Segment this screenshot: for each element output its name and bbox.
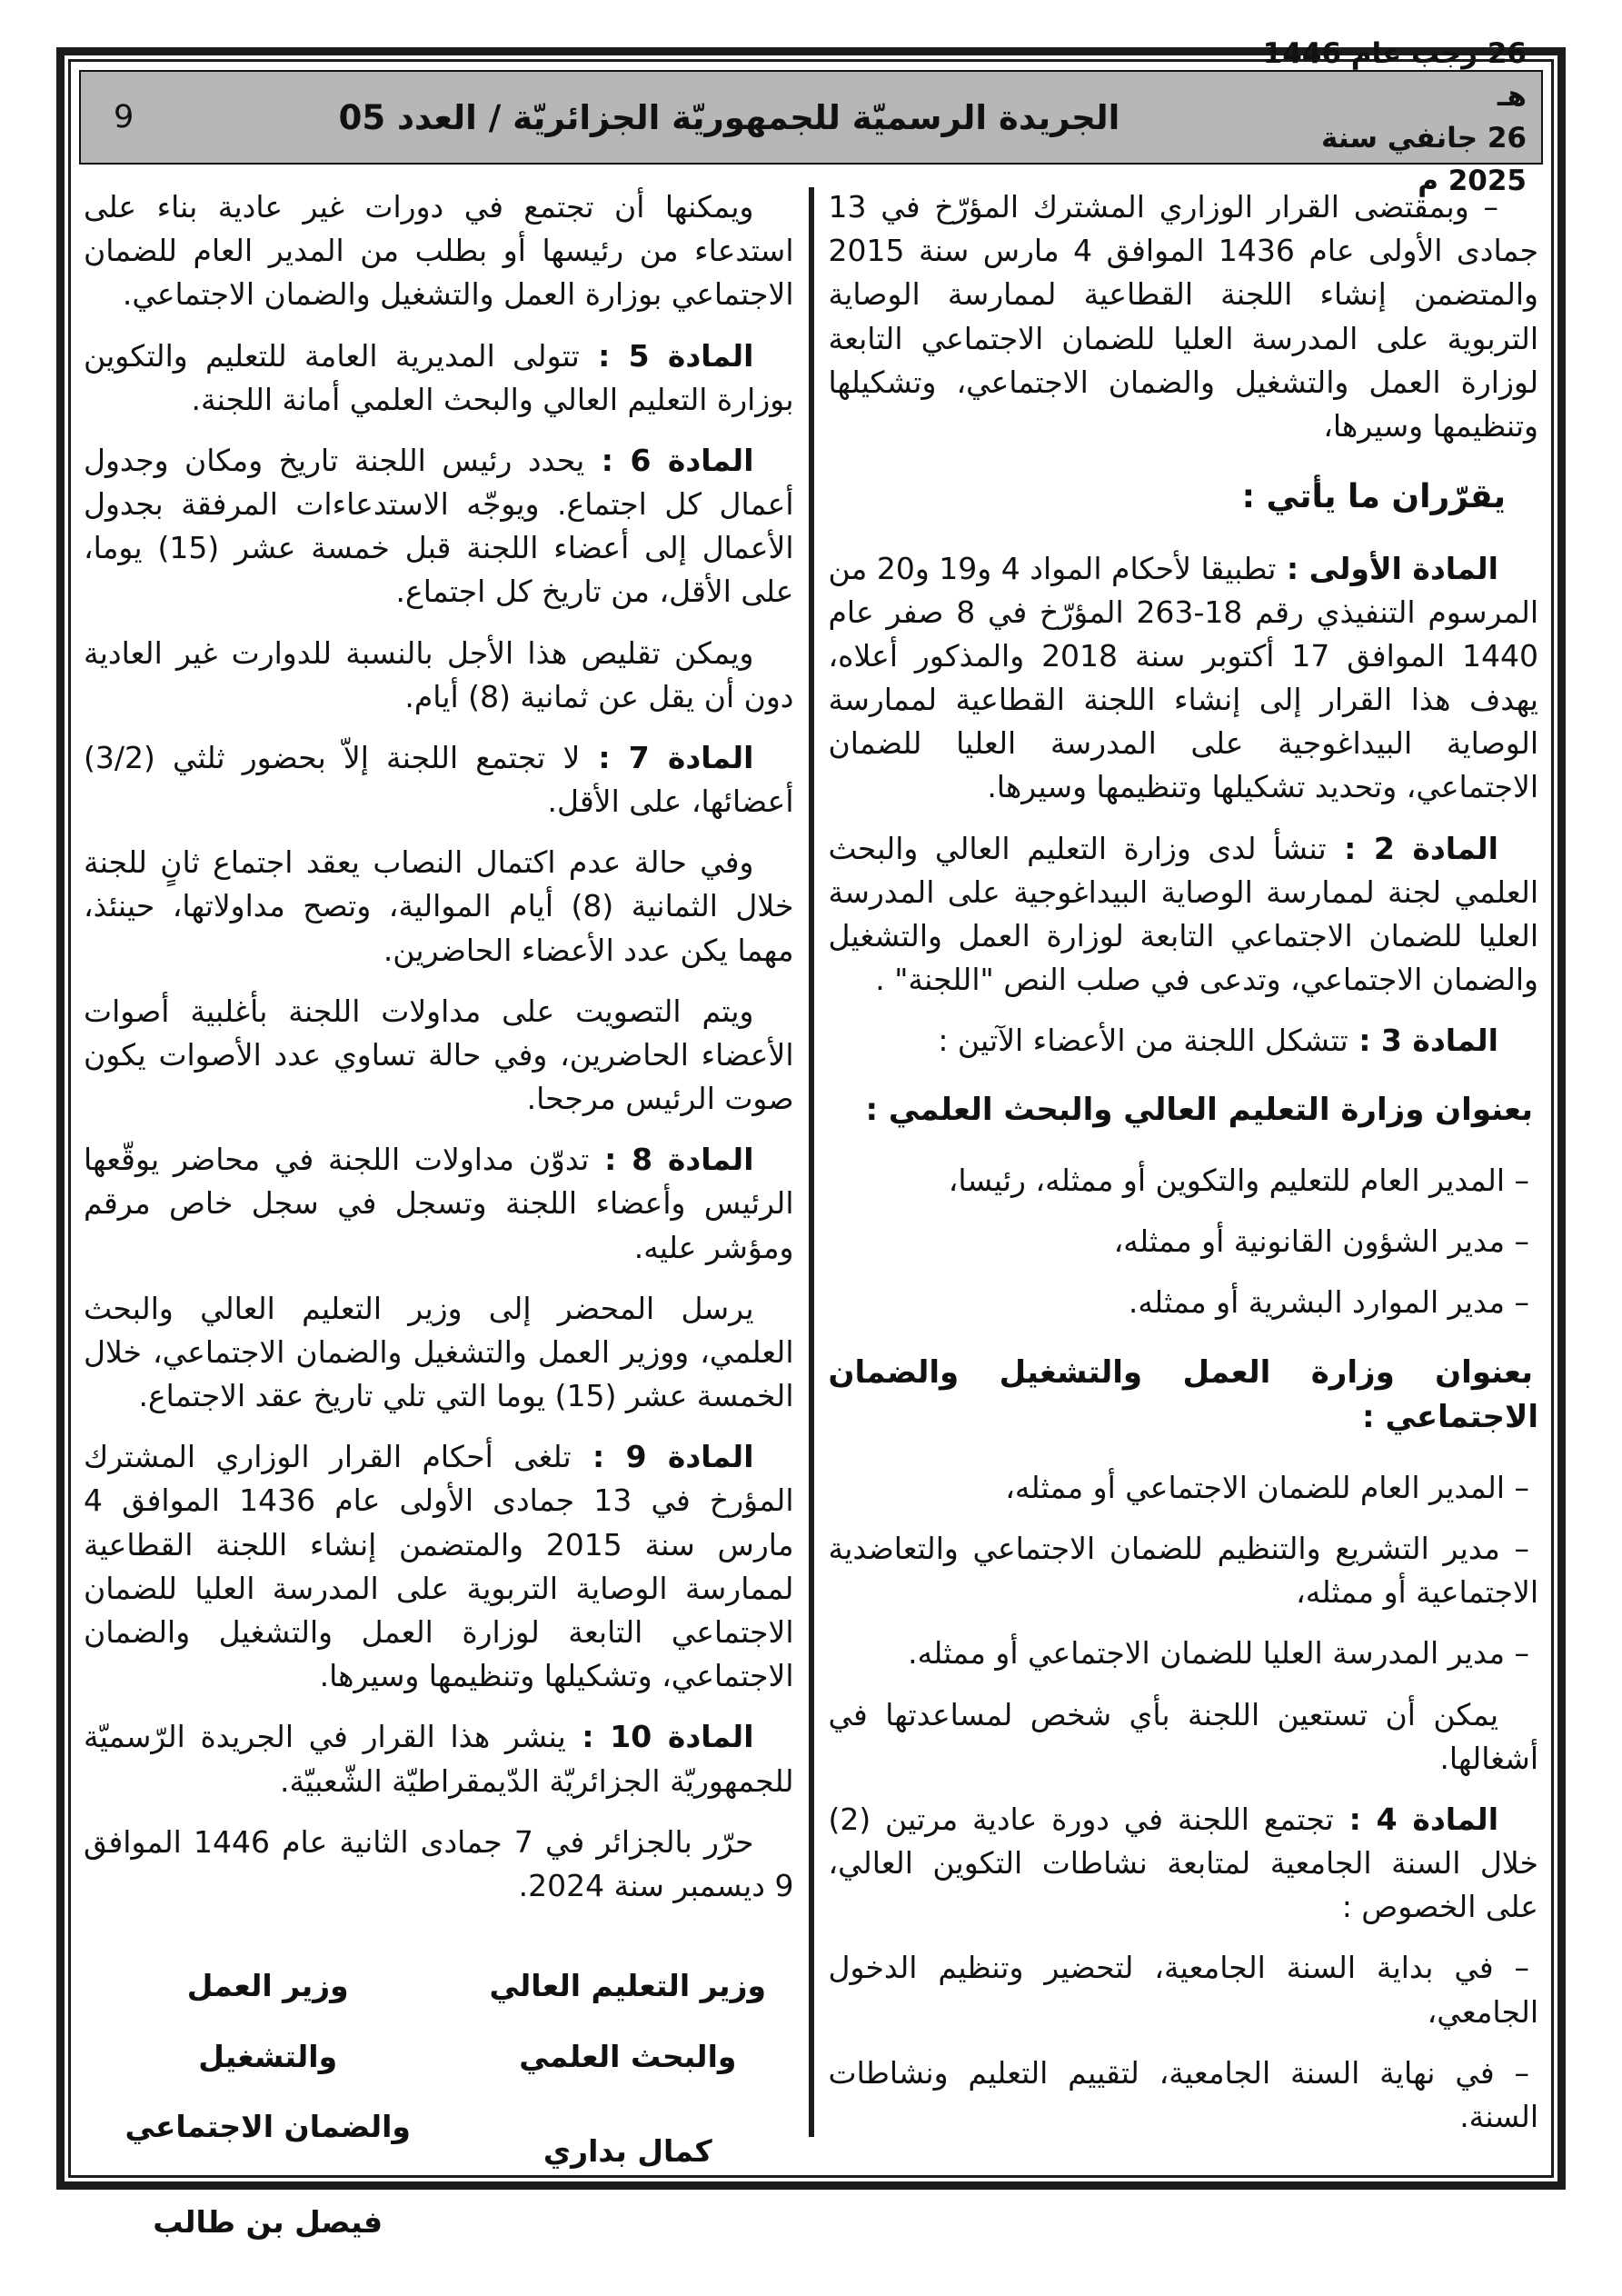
list-item: – في بداية السنة الجامعية، لتحضير وتنظيم الدخول الجامعي، [828, 1950, 1538, 2030]
column-left [84, 184, 794, 2240]
article-paragraph: المادة 7 : لا تجتمع اللجنة إلاّ بحضور ثلثي (3/2) أعضائها، على الأقل. [84, 739, 794, 820]
signatures-block [84, 1925, 794, 2240]
article-paragraph: المادة 2 : تنشأ لدى وزارة التعليم العالي والبحث العلمي لجنة لممارسة الوصاية البيداغوجية على المدرسة العليا للضمان الاجتماعي التابعة لوزارة العمل والتشغيل والضمان الاجتماعي، وتدعى في صلب النص "اللجنة" . [828, 830, 1538, 998]
article-number: المادة 2 : [1326, 830, 1498, 866]
list-item: – مدير الموارد البشرية أو ممثله. [1128, 1284, 1529, 1321]
article-paragraph: المادة 5 : تتولى المديرية العامة للتعليم والتكوين بوزارة التعليم العالي والبحث العلمي أمانة اللجنة. [84, 337, 794, 417]
paragraph: يرسل المحضر إلى وزير التعليم العالي والبحث العلمي، ووزير العمل والتشغيل والضمان الاجتماعي، خلال الخمسة عشر (15) يوما التي تلي تاريخ عقد الاجتماع. [84, 1290, 794, 1414]
article-paragraph: المادة 9 : تلغى أحكام القرار الوزاري المشترك المؤرخ في 13 جمادى الأولى عام 1436 الموافق 4 مارس سنة 2015 والمتضمن إنشاء اللجنة القطاعية لممارسة الوصاية التربوية على المدرسة العليا للضمان الاجتماعي التابعة لوزارة العمل والتشغيل والضمان الاجتماعي، وتشكيلها وتنظيمها وسيرها. [84, 1439, 794, 1694]
article-number: المادة 9 : [571, 1439, 754, 1475]
date-hijri: 26 رجب عام 1446 هـ [1262, 37, 1527, 113]
page-content [84, 184, 1538, 2240]
section-heading: بعنوان وزارة التعليم العالي والبحث العلمي : [865, 1092, 1533, 1129]
page-number: 9 [114, 99, 134, 135]
paragraph: ويمكن تقليص هذا الأجل بالنسبة للدوارت غير العادية دون أن يقل عن ثمانية (8) أيام. [84, 634, 794, 714]
signature-name: فيصل بن طالب [153, 2203, 383, 2240]
header-bar [79, 37, 1543, 197]
article-number: المادة 8 : [589, 1142, 754, 1178]
date-gregorian: 26 جانفي سنة 2025 م [1321, 122, 1527, 197]
article-paragraph: المادة الأولى : تطبيقا لأحكام المواد 4 و19 و20 من المرسوم التنفيذي رقم 18-263 المؤرّخ في 8 صفر عام 1440 الموافق 17 أكتوبر سنة 2018 والمذكور أعلاه، يهدف هذا القرار إلى إنشاء اللجنة القطاعية لممارسة الوصاية البيداغوجية على المدرسة العليا للضمان الاجتماعي، وتحديد تشكيلها وتنظيمها وسيرها. [828, 550, 1538, 805]
article-paragraph: المادة 10 : ينشر هذا القرار في الجريدة الرّسميّة للجمهوريّة الجزائريّة الدّيمقراطيّة الشّعبيّة. [84, 1719, 794, 1799]
article-number: المادة 7 : [580, 739, 754, 775]
article-number: المادة الأولى : [1276, 550, 1498, 586]
paragraph: حرّر بالجزائر في 7 جمادى الثانية عام 1446 الموافق 9 ديسمبر سنة 2024. [84, 1823, 794, 1903]
decree-heading: يقرّران ما يأتي : [1241, 478, 1506, 516]
signature-title-line: وزير العمل والتشغيل [186, 1968, 349, 2074]
signature-title-line: وزير التعليم العالي [489, 1968, 767, 2004]
page-border-outer [56, 37, 1566, 2240]
column-divider [809, 187, 814, 2137]
article-number: المادة 6 : [584, 442, 754, 478]
signature-labour-minister [114, 1951, 421, 2240]
article-paragraph: المادة 4 : تجتمع اللجنة في دورة عادية مرتين (2) خلال السنة الجامعية لمتابعة نشاطات التكوين العالي، على الخصوص : [828, 1801, 1538, 1925]
header-dates [1241, 33, 1541, 202]
signature-title-line: والبحث العلمي [519, 2038, 737, 2074]
list-item: – مدير التشريع والتنظيم للضمان الاجتماعي والتعاضدية الاجتماعية أو ممثله، [828, 1531, 1538, 1611]
right-column-text [829, 185, 1539, 2139]
list-item: – المدير العام للتعليم والتكوين أو ممثله، رئيسا، [948, 1163, 1529, 1199]
signature-title-line: والضمان الاجتماعي [124, 2109, 411, 2145]
paragraph: – وبمقتضى القرار الوزاري المشترك المؤرّخ في 13 جمادى الأولى عام 1436 الموافق 4 مارس سنة 2015 والمتضمن إنشاء اللجنة القطاعية لممارسة الوصاية التربوية على المدرسة العليا للضمان الاجتماعي التابعة لوزارة العمل والتشغيل والضمان الاجتماعي، وتشكيلها وتنظيمها وسيرها، [828, 189, 1538, 444]
article-paragraph: المادة 6 : يحدد رئيس اللجنة تاريخ ومكان وجدول أعمال كل اجتماع. ويوجّه الاستدعاءات المرفقة بجدول الأعمال إلى أعضاء اللجنة قبل خمسة عشر (15) يوما، على الأقل، من تاريخ كل اجتماع. [84, 442, 794, 610]
section-heading: بعنوان وزارة العمل والتشغيل والضمان الاجتماعي : [828, 1353, 1538, 1436]
page-border-inner [68, 37, 1554, 2240]
article-paragraph: المادة 3 : تتشكل اللجنة من الأعضاء الآتين : [938, 1023, 1498, 1059]
journal-title: الجريدة الرسميّة للجمهوريّة الجزائريّة / العدد 05 [338, 97, 1120, 137]
article-number: المادة 3 : [1348, 1023, 1498, 1059]
signature-higher-education-minister [474, 1951, 781, 2240]
article-number: المادة 4 : [1333, 1801, 1499, 1837]
left-column-text [84, 185, 794, 1908]
signature-name: كمال بداري [542, 2133, 712, 2170]
paragraph: يمكن أن تستعين اللجنة بأي شخص لمساعدتها في أشغالها. [828, 1696, 1538, 1776]
article-number: المادة 5 : [579, 337, 754, 374]
paragraph: وفي حالة عدم اكتمال النصاب يعقد اجتماع ثانٍ للجنة خلال الثمانية (8) أيام الموالية، وتصح مداولاتها، حينئذ، مهما يكن عدد الأعضاء الحاضرين. [84, 844, 794, 968]
column-right [829, 184, 1539, 2164]
article-number: المادة 10 : [565, 1719, 754, 1755]
paragraph: ويتم التصويت على مداولات اللجنة بأغلبية أصوات الأعضاء الحاضرين، وفي حالة تساوي عدد الأصوات يكون صوت الرئيس مرجحا. [84, 993, 794, 1117]
list-item: – في نهاية السنة الجامعية، لتقييم التعليم ونشاطات السنة. [828, 2054, 1538, 2134]
list-item: – مدير المدرسة العليا للضمان الاجتماعي أو ممثله. [908, 1635, 1529, 1672]
list-item: – المدير العام للضمان الاجتماعي أو ممثله، [1005, 1469, 1529, 1505]
paragraph: ويمكنها أن تجتمع في دورات غير عادية بناء على استدعاء من رئيسها أو بطلب من المدير العام للضمان الاجتماعي بوزارة العمل والتشغيل والضمان الاجتماعي. [84, 189, 794, 313]
list-item: – مدير الشؤون القانونية أو ممثله، [1113, 1223, 1529, 1260]
article-paragraph: المادة 8 : تدوّن مداولات اللجنة في محاضر يوقّعها الرئيس وأعضاء اللجنة وتسجل في سجل خاص مرقم ومؤشر عليه. [84, 1142, 794, 1265]
